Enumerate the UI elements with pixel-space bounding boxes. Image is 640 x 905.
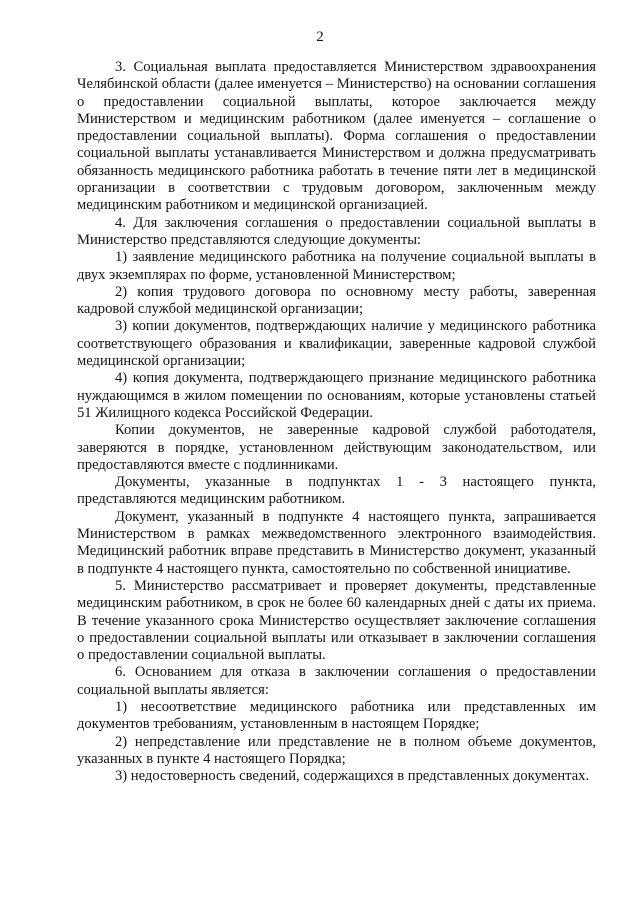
paragraph-request-note: Документ, указанный в подпункте 4 настоящего пункта, запрашивается Министерством в рамках межведомственного электронного взаимодействия. Медицинский работник вправе представить в Министерство документ, указанный в подпункте 4 настоящего пункта, самостоятельно по собственной инициативе.	[77, 508, 596, 577]
paragraph-4-item-1: 1) заявление медицинского работника на получение социальной выплаты в двух экземплярах по форме, установленной Министерством;	[77, 249, 596, 283]
paragraph-6: 6. Основанием для отказа в заключении соглашения о предоставлении социальной выплаты является:	[77, 664, 596, 698]
paragraph-4: 4. Для заключения соглашения о предоставлении социальной выплаты в Министерство представляются следующие документы:	[77, 214, 596, 248]
paragraph-5: 5. Министерство рассматривает и проверяет документы, представленные медицинским работником, в срок не более 60 календарных дней с даты их приема. В течение указанного срока Министерство осуществляет заключение соглашения о предоставлении социальной выплаты или отказывает в заключении соглашения о предоставлении социальной выплаты.	[77, 577, 596, 664]
paragraph-3: 3. Социальная выплата предоставляется Министерством здравоохранения Челябинской области (далее именуется – Министерство) на основании соглашения о предоставлении социальной выплаты, которое заключается между Министерством и медицинским работником (далее именуется – соглашение о предоставлении социальной выплаты). Форма соглашения о предоставлении социальной выплаты устанавливается Министерством и должна предусматривать обязанность медицинского работника работать в течение пяти лет в медицинской организации в соответствии с трудовым договором, заключенным между медицинским работником и медицинской организацией.	[77, 59, 596, 214]
paragraph-6-item-3: 3) недостоверность сведений, содержащихся в представленных документах.	[115, 768, 590, 785]
paragraph-copies-note: Копии документов, не заверенные кадровой службой работодателя, заверяются в порядке, установленном действующим законодательством, или предоставляются вместе с подлинниками.	[77, 422, 596, 473]
paragraph-4-item-2: 2) копия трудового договора по основному месту работы, заверенная кадровой службой медицинской организации;	[77, 283, 596, 318]
paragraph-documents-note: Документы, указанные в подпунктах 1 - 3 настоящего пункта, представляются медицинским работником.	[77, 474, 596, 508]
paragraph-4-item-4: 4) копия документа, подтверждающего признание медицинского работника нуждающимся в жилом помещении по основаниям, которые установлены статьей 51 Жилищного кодекса Российской Федерации.	[77, 370, 596, 421]
document-body	[77, 59, 596, 785]
paragraph-6-item-1: 1) несоответствие медицинского работника или представленных им документов требованиям, установленным в настоящем Порядке;	[77, 698, 596, 733]
page-number: 2	[316, 29, 324, 45]
paragraph-4-item-3: 3) копии документов, подтверждающих наличие у медицинского работника соответствующего образования и квалификации, заверенные кадровой службой медицинской организации;	[77, 318, 596, 370]
paragraph-6-item-2: 2) непредставление или представление не в полном объеме документов, указанных в пункте 4 настоящего Порядка;	[77, 733, 596, 767]
